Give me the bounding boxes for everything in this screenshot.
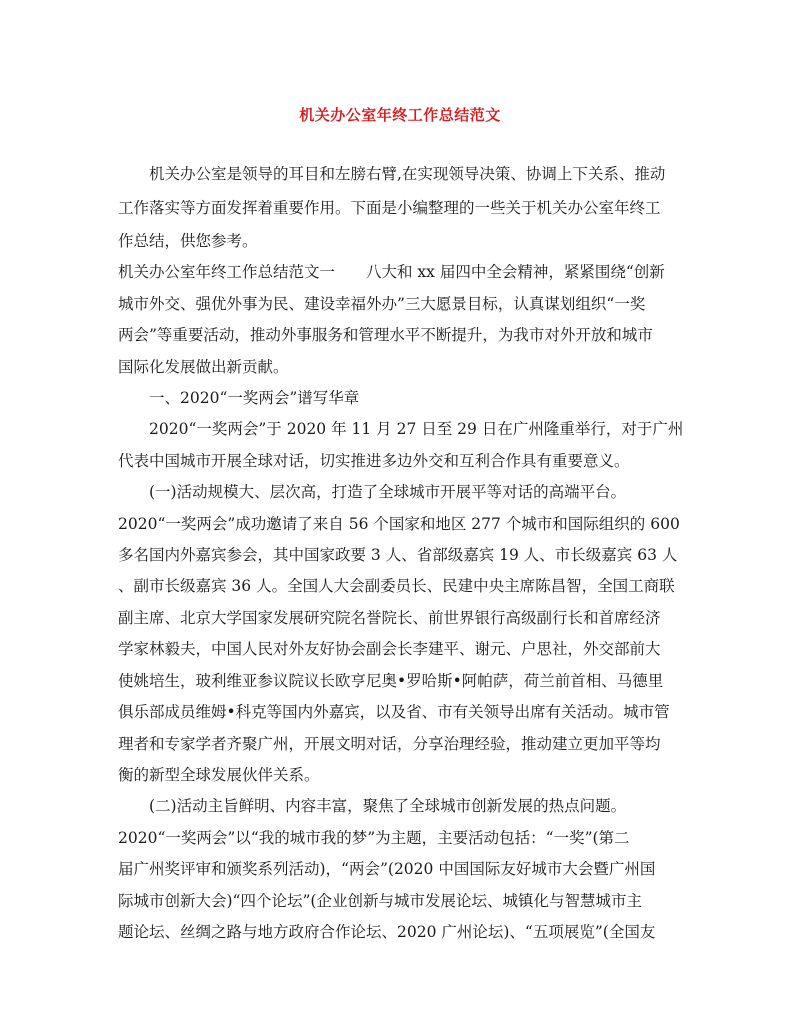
section-heading: 一、2020“一奖两会”谱写华章 [149, 389, 360, 407]
document-title: 机关办公室年终工作总结范文 [299, 106, 501, 124]
paragraph-line: 2020“一奖两会”于 2020 年 11 月 27 日至 29 日在广州隆重举行，对于广州 [149, 420, 684, 438]
paragraph-line: 机关办公室是领导的耳目和左膀右臂,在实现领导决策、协调上下关系、推动 [149, 165, 666, 183]
paragraph-line: 代表中国城市开展全球对话，切实推进多边外交和互利合作具有重要意义。 [118, 452, 630, 470]
paragraph-line: 机关办公室年终工作总结范文一 八大和 xx 届四中全会精神，紧紧围绕“创新 [118, 263, 665, 281]
paragraph-line: 国际化发展做出新贡献。 [118, 358, 289, 376]
paragraph-line: 作总结，供您参考。 [118, 232, 258, 250]
paragraph-line: 学家林毅夫，中国人民对外友好协会副会长李建平、谢元、户思社，外交部前大 [118, 640, 661, 658]
paragraph-line: 城市外交、强优外事为民、建设幸福外办”三大愿景目标，认真谋划组织“一奖 [118, 295, 646, 313]
paragraph-line: 使姚培生，玻利维亚参议院议长欧亨尼奥•罗哈斯•阿帕萨，荷兰前首相、马德里 [118, 672, 664, 690]
paragraph-line: 题论坛、丝绸之路与地方政府合作论坛、2020 广州论坛)、“五项展览”(全国友 [118, 923, 656, 941]
paragraph-line: 际城市创新大会)“四个论坛”(企业创新与城市发展论坛、城镇化与智慧城市主 [118, 892, 642, 910]
paragraph-line: 理者和专家学者齐聚广州，开展文明对话，分享治理经验，推动建立更加平等均 [118, 735, 661, 753]
paragraph-line: 两会”等重要活动，推动外事服务和管理水平不断提升，为我市对外开放和城市 [118, 326, 653, 344]
paragraph-line: 2020“一奖两会”以“我的城市我的梦”为主题，主要活动包括：“一奖”(第二 [118, 829, 630, 847]
paragraph-line: 衡的新型全球发展伙伴关系。 [118, 766, 320, 784]
paragraph-line: 工作落实等方面发挥着重要作用。下面是小编整理的一些关于机关办公室年终工 [118, 199, 661, 217]
paragraph-line: 多名国内外嘉宾参会，其中国家政要 3 人、省部级嘉宾 19 人、市长级嘉宾 63 人 [118, 546, 678, 564]
paragraph-line: 副主席、北京大学国家发展研究院名誉院长、前世界银行高级副行长和首席经济 [118, 609, 661, 627]
paragraph-line: 、副市长级嘉宾 36 人。全国人大会副委员长、民建中央主席陈昌智，全国工商联 [118, 577, 675, 595]
paragraph-line: 俱乐部成员维姆•科克等国内外嘉宾，以及省、市有关领导出席有关活动。城市管 [118, 703, 670, 721]
paragraph-line: 2020“一奖两会”成功邀请了来自 56 个国家和地区 277 个城市和国际组织的 600 [118, 515, 680, 533]
paragraph-line: 届广州奖评审和颁奖系列活动)，“两会”(2020 中国国际友好城市大会暨广州国 [118, 860, 656, 878]
subsection-heading: (一)活动规模大、层次高，打造了全球城市开展平等对话的高端平台。 [149, 483, 627, 501]
subsection-heading: (二)活动主旨鲜明、内容丰富，聚焦了全球城市创新发展的热点问题。 [149, 797, 627, 815]
